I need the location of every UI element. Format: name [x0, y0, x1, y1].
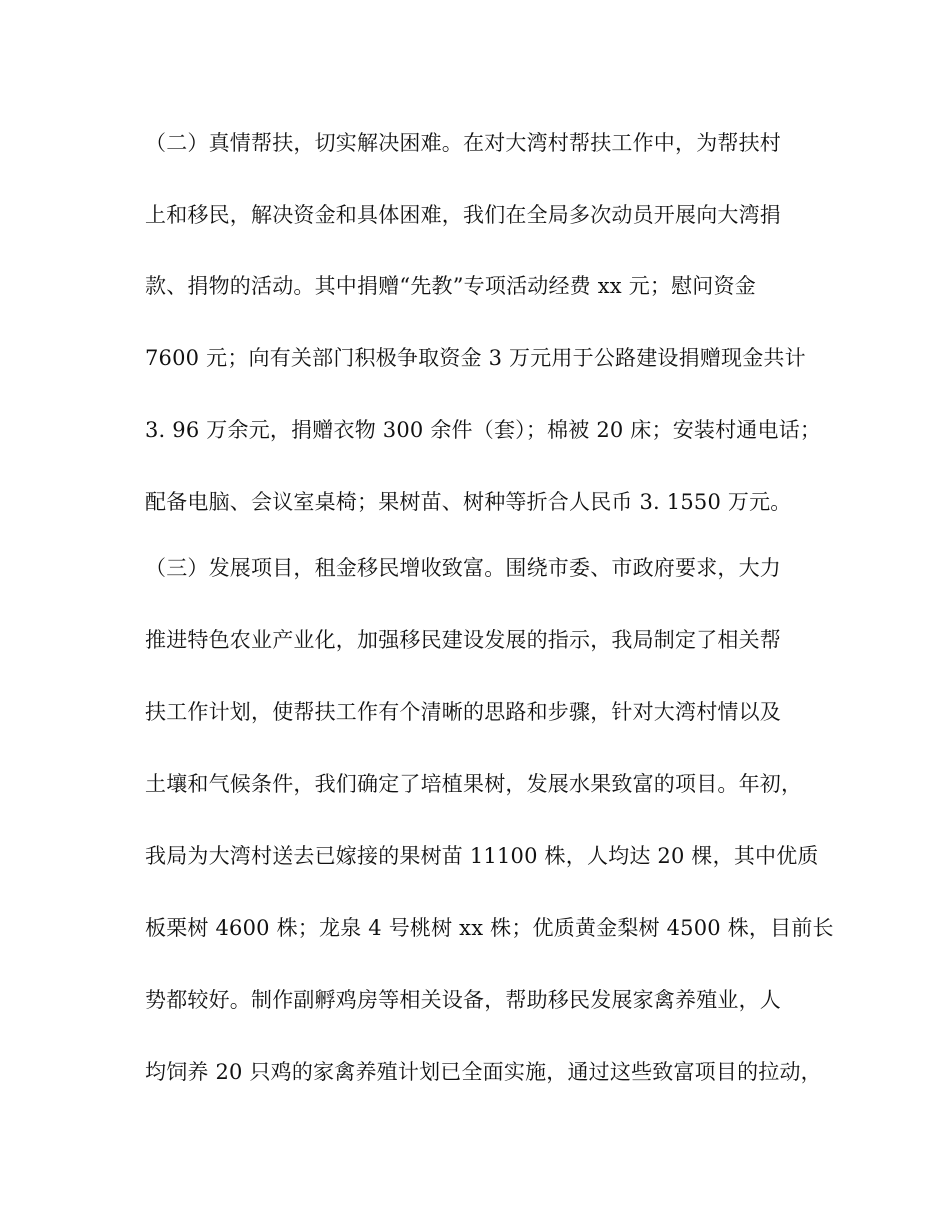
paragraph-3-line-6: 板栗树 4600 株；龙泉 4 号桃树 xx 株；优质黄金梨树 4500 株，目前长	[145, 916, 834, 940]
paragraph-2-line-4: 7600 元；向有关部门积极争取资金 3 万元用于公路建设捐赠现金共计	[145, 346, 806, 370]
paragraph-3-line-8: 均饲养 20 只鸡的家禽养殖计划已全面实施，通过这些致富项目的拉动，	[145, 1060, 822, 1084]
paragraph-2-line-1: （二）真情帮扶，切实解决困难。在对大湾村帮扶工作中，为帮扶村	[145, 131, 781, 155]
paragraph-3-line-3: 扶工作计划，使帮扶工作有个清晰的思路和步骤，针对大湾村情以及	[145, 700, 781, 724]
paragraph-3-line-4: 土壤和气候条件，我们确定了培植果树，发展水果致富的项目。年初，	[145, 772, 803, 796]
paragraph-3-line-5: 我局为大湾村送去已嫁接的果树苗 11100 株，人均达 20 棵，其中优质	[145, 844, 819, 868]
paragraph-3-line-7: 势都较好。制作副孵鸡房等相关设备，帮助移民发展家禽养殖业，人	[145, 988, 781, 1012]
paragraph-2-line-3: 款、捐物的活动。其中捐赠“先教”专项活动经费 xx 元；慰问资金	[145, 274, 756, 298]
paragraph-2-line-6: 配备电脑、会议室桌椅；果树苗、树种等折合人民币 3. 1550 万元。	[145, 490, 792, 514]
paragraph-3-line-1: （三）发展项目，租金移民增收致富。围绕市委、市政府要求，大力	[145, 556, 781, 580]
paragraph-2-line-2: 上和移民，解决资金和具体困难，我们在全局多次动员开展向大湾捐	[145, 203, 781, 227]
paragraph-2-line-5: 3. 96 万余元，捐赠衣物 300 余件（套）；棉被 20 床；安装村通电话；	[145, 418, 822, 442]
paragraph-3-line-2: 推进特色农业产业化，加强移民建设发展的指示，我局制定了相关帮	[145, 628, 781, 652]
